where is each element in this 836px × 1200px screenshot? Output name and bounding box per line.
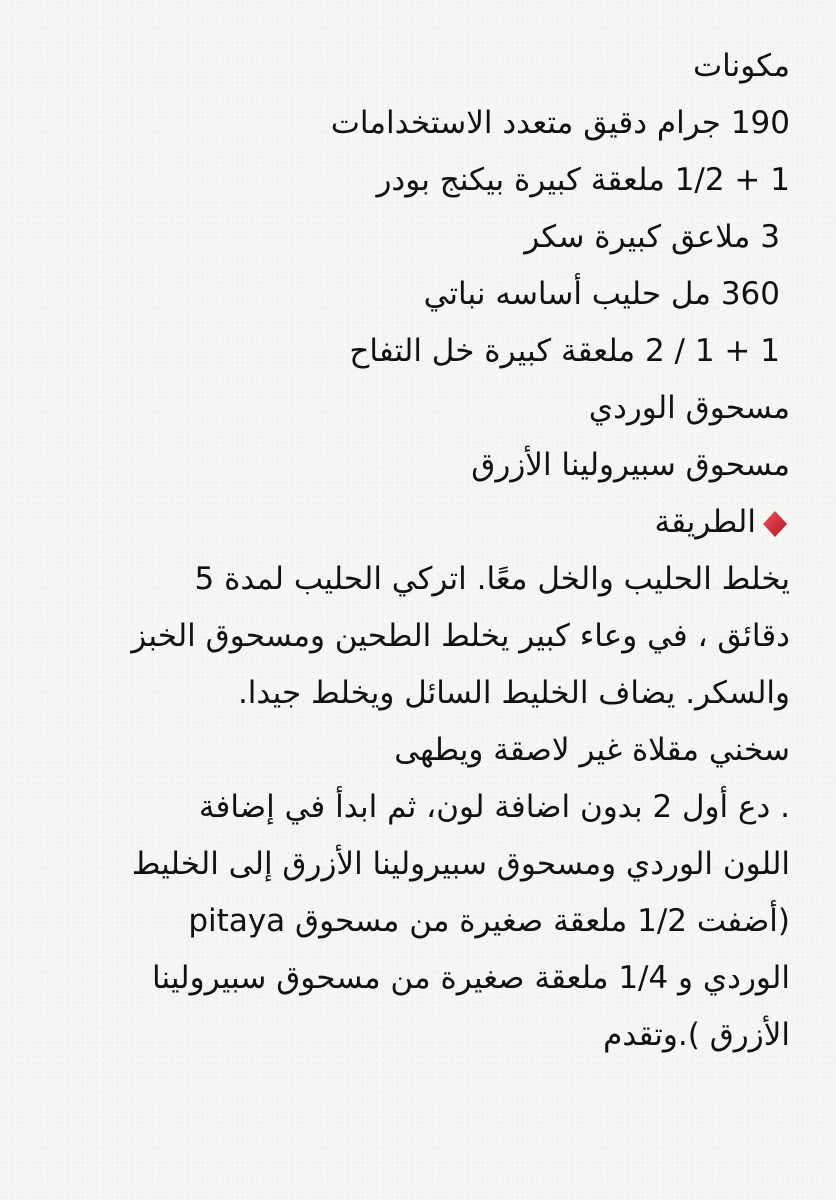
method-step-line: والسكر. يضاف الخليط السائل ويخلط جيدا. <box>237 675 790 711</box>
method-step-line: الأزرق ).وتقدم <box>603 1017 790 1053</box>
method-step-line: الوردي و 1/4 ملعقة صغيرة من مسحوق سبيرولينا <box>152 960 790 996</box>
method-step-line: . دع أول 2 بدون اضافة لون، ثم ابدأ في إضافة <box>198 789 790 825</box>
ingredient-sugar: 3 ملاعق كبيرة سكر <box>524 219 780 255</box>
ingredient-baking-powder: 1 + 1/2 ملعقة كبيرة بيكنج بودر <box>376 162 790 198</box>
red-diamond-icon <box>762 511 788 537</box>
method-step-line: سخني مقلاة غير لاصقة ويطهى <box>394 732 790 768</box>
method-step-line: دقائق ، في وعاء كبير يخلط الطحين ومسحوق الخبز <box>131 618 790 654</box>
method-step-line: (أضفت 1/2 ملعقة صغيرة من مسحوق pitaya <box>188 903 790 939</box>
ingredient-milk: 360 مل حليب أساسه نباتي <box>423 276 780 312</box>
ingredients-heading: مكونات <box>693 48 790 84</box>
method-heading-text: الطريقة <box>654 504 756 540</box>
ingredient-pink-powder: مسحوق الوردي <box>588 390 790 426</box>
ingredient-flour: 190 جرام دقيق متعدد الاستخدامات <box>330 105 790 141</box>
ingredient-blue-spirulina: مسحوق سبيرولينا الأزرق <box>471 447 790 483</box>
method-step-line: اللون الوردي ومسحوق سبيرولينا الأزرق إلى الخليط <box>131 846 790 882</box>
ingredient-vinegar: 1 + 1 / 2 ملعقة كبيرة خل التفاح <box>349 333 780 369</box>
notes-page[interactable] <box>0 38 836 1178</box>
method-step-line: يخلط الحليب والخل معًا. اتركي الحليب لمدة 5 <box>194 561 790 597</box>
method-heading <box>30 494 790 551</box>
